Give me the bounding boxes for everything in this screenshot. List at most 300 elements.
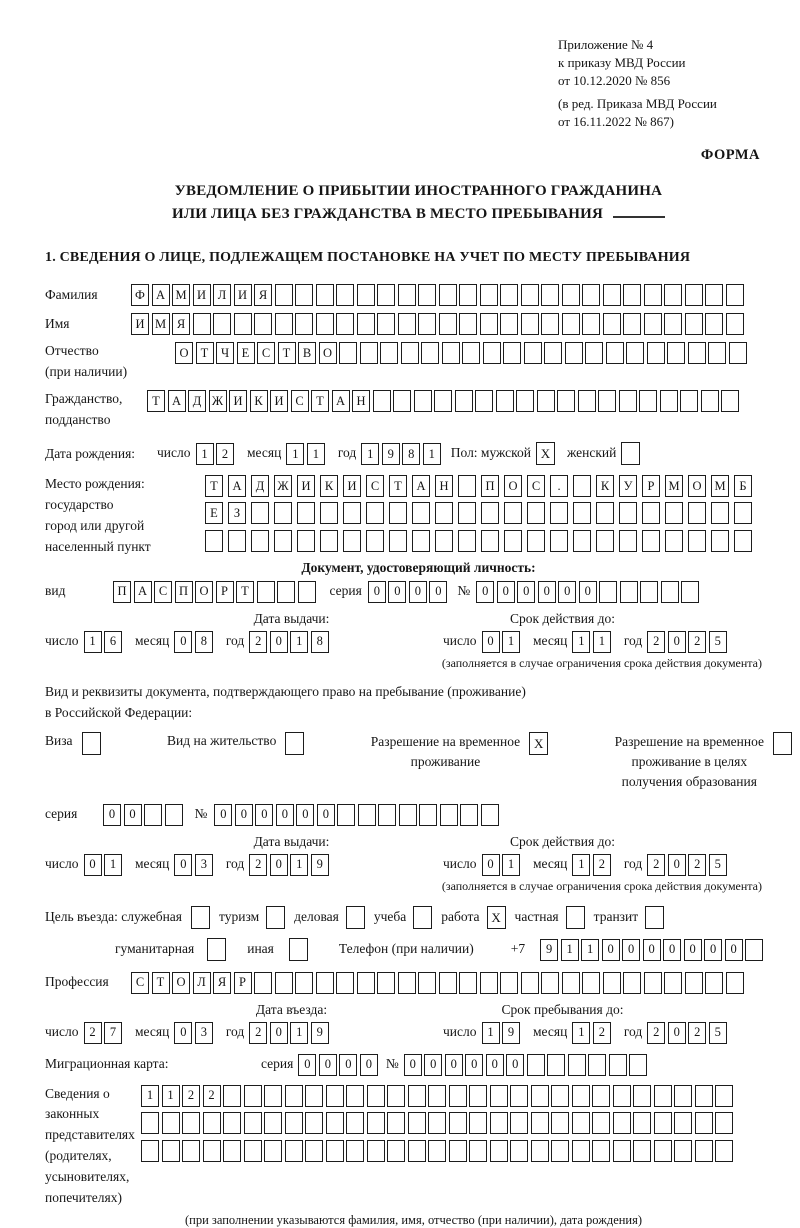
char-cell[interactable]: 0	[270, 854, 288, 876]
char-cell[interactable]	[182, 1112, 200, 1134]
char-cell[interactable]	[572, 1085, 590, 1107]
char-cell[interactable]	[326, 1085, 344, 1107]
char-cell[interactable]	[715, 1112, 733, 1134]
char-cell[interactable]: Т	[196, 342, 214, 364]
char-cell[interactable]	[521, 972, 539, 994]
char-cell[interactable]: 0	[270, 631, 288, 653]
char-cell[interactable]	[623, 972, 641, 994]
char-cell[interactable]	[721, 390, 739, 412]
char-cell[interactable]	[585, 342, 603, 364]
char-cell[interactable]: 1	[572, 854, 590, 876]
char-cell[interactable]	[661, 581, 679, 603]
char-cell[interactable]: М	[152, 313, 170, 335]
char-cell[interactable]: Р	[234, 972, 252, 994]
char-cell[interactable]	[674, 1085, 692, 1107]
char-cell[interactable]: 0	[476, 581, 494, 603]
char-cell[interactable]	[234, 313, 252, 335]
char-cell[interactable]	[572, 1140, 590, 1162]
char-cell[interactable]	[644, 972, 662, 994]
char-cell[interactable]	[439, 313, 457, 335]
char-cell[interactable]	[665, 530, 683, 552]
char-cell[interactable]	[531, 1085, 549, 1107]
char-cell[interactable]	[264, 1112, 282, 1134]
char-cell[interactable]	[592, 1140, 610, 1162]
char-cell[interactable]	[326, 1112, 344, 1134]
char-cell[interactable]	[642, 502, 660, 524]
char-cell[interactable]	[275, 313, 293, 335]
char-cell[interactable]: Д	[188, 390, 206, 412]
char-cell[interactable]	[460, 804, 478, 826]
char-cell[interactable]	[715, 1140, 733, 1162]
char-cell[interactable]	[285, 1140, 303, 1162]
char-cell[interactable]: О	[175, 342, 193, 364]
char-cell[interactable]: 1	[290, 1022, 308, 1044]
char-cell[interactable]	[316, 972, 334, 994]
char-cell[interactable]	[449, 1140, 467, 1162]
char-cell[interactable]: И	[131, 313, 149, 335]
char-cell[interactable]	[688, 502, 706, 524]
char-cell[interactable]: 1	[162, 1085, 180, 1107]
purpose-work-checkbox[interactable]: X	[487, 906, 506, 929]
char-cell[interactable]	[531, 1140, 549, 1162]
char-cell[interactable]: 0	[339, 1054, 357, 1076]
char-cell[interactable]	[603, 313, 621, 335]
char-cell[interactable]	[254, 972, 272, 994]
char-cell[interactable]: В	[298, 342, 316, 364]
char-cell[interactable]	[440, 804, 458, 826]
char-cell[interactable]	[490, 1140, 508, 1162]
char-cell[interactable]	[510, 1112, 528, 1134]
char-cell[interactable]	[462, 342, 480, 364]
char-cell[interactable]	[165, 804, 183, 826]
char-cell[interactable]	[504, 502, 522, 524]
char-cell[interactable]: Т	[311, 390, 329, 412]
char-cell[interactable]	[162, 1140, 180, 1162]
char-cell[interactable]	[254, 313, 272, 335]
char-cell[interactable]: А	[134, 581, 152, 603]
char-cell[interactable]	[524, 342, 542, 364]
char-cell[interactable]	[389, 502, 407, 524]
char-cell[interactable]	[203, 1140, 221, 1162]
char-cell[interactable]	[550, 530, 568, 552]
char-cell[interactable]	[711, 502, 729, 524]
visa-checkbox[interactable]	[82, 732, 101, 755]
char-cell[interactable]: Е	[237, 342, 255, 364]
char-cell[interactable]: А	[228, 475, 246, 497]
char-cell[interactable]	[745, 939, 763, 961]
char-cell[interactable]: 0	[684, 939, 702, 961]
char-cell[interactable]: 0	[174, 854, 192, 876]
char-cell[interactable]	[339, 342, 357, 364]
char-cell[interactable]	[734, 530, 752, 552]
char-cell[interactable]	[412, 502, 430, 524]
char-cell[interactable]	[705, 313, 723, 335]
char-cell[interactable]	[521, 284, 539, 306]
char-cell[interactable]	[603, 284, 621, 306]
char-cell[interactable]	[274, 530, 292, 552]
char-cell[interactable]: 0	[558, 581, 576, 603]
char-cell[interactable]	[213, 313, 231, 335]
char-cell[interactable]	[629, 1054, 647, 1076]
char-cell[interactable]	[541, 972, 559, 994]
char-cell[interactable]	[592, 1112, 610, 1134]
purpose-private-checkbox[interactable]	[566, 906, 585, 929]
char-cell[interactable]: 0	[409, 581, 427, 603]
char-cell[interactable]: 2	[688, 854, 706, 876]
char-cell[interactable]	[695, 1140, 713, 1162]
char-cell[interactable]	[418, 284, 436, 306]
char-cell[interactable]: М	[172, 284, 190, 306]
char-cell[interactable]	[346, 1112, 364, 1134]
char-cell[interactable]	[141, 1140, 159, 1162]
char-cell[interactable]: 2	[182, 1085, 200, 1107]
char-cell[interactable]	[596, 502, 614, 524]
char-cell[interactable]	[639, 390, 657, 412]
char-cell[interactable]	[435, 530, 453, 552]
char-cell[interactable]	[481, 530, 499, 552]
char-cell[interactable]: С	[257, 342, 275, 364]
char-cell[interactable]: Я	[254, 284, 272, 306]
char-cell[interactable]	[387, 1112, 405, 1134]
char-cell[interactable]: П	[481, 475, 499, 497]
char-cell[interactable]	[343, 502, 361, 524]
char-cell[interactable]	[244, 1112, 262, 1134]
char-cell[interactable]: О	[319, 342, 337, 364]
char-cell[interactable]	[619, 390, 637, 412]
char-cell[interactable]: Ж	[209, 390, 227, 412]
char-cell[interactable]: 8	[402, 443, 420, 465]
char-cell[interactable]: Т	[147, 390, 165, 412]
char-cell[interactable]: 1	[502, 854, 520, 876]
char-cell[interactable]: 0	[103, 804, 121, 826]
char-cell[interactable]	[380, 342, 398, 364]
char-cell[interactable]	[439, 972, 457, 994]
char-cell[interactable]	[459, 313, 477, 335]
char-cell[interactable]	[578, 390, 596, 412]
char-cell[interactable]: 0	[174, 1022, 192, 1044]
char-cell[interactable]: О	[688, 475, 706, 497]
char-cell[interactable]	[613, 1112, 631, 1134]
char-cell[interactable]	[503, 342, 521, 364]
char-cell[interactable]	[358, 804, 376, 826]
char-cell[interactable]: 0	[270, 1022, 288, 1044]
char-cell[interactable]	[162, 1112, 180, 1134]
char-cell[interactable]	[606, 342, 624, 364]
char-cell[interactable]	[688, 530, 706, 552]
char-cell[interactable]	[500, 972, 518, 994]
char-cell[interactable]	[550, 502, 568, 524]
char-cell[interactable]: С	[131, 972, 149, 994]
char-cell[interactable]: 0	[704, 939, 722, 961]
char-cell[interactable]: 0	[388, 581, 406, 603]
char-cell[interactable]: 0	[465, 1054, 483, 1076]
char-cell[interactable]	[367, 1085, 385, 1107]
char-cell[interactable]	[480, 972, 498, 994]
char-cell[interactable]	[357, 284, 375, 306]
char-cell[interactable]	[516, 390, 534, 412]
char-cell[interactable]	[701, 390, 719, 412]
char-cell[interactable]	[664, 313, 682, 335]
char-cell[interactable]	[387, 1085, 405, 1107]
char-cell[interactable]	[726, 972, 744, 994]
char-cell[interactable]	[654, 1112, 672, 1134]
char-cell[interactable]	[295, 972, 313, 994]
char-cell[interactable]	[475, 390, 493, 412]
char-cell[interactable]: 2	[647, 1022, 665, 1044]
char-cell[interactable]: Ч	[216, 342, 234, 364]
char-cell[interactable]	[620, 581, 638, 603]
char-cell[interactable]	[366, 502, 384, 524]
char-cell[interactable]: 2	[688, 1022, 706, 1044]
char-cell[interactable]: П	[113, 581, 131, 603]
char-cell[interactable]: 9	[311, 854, 329, 876]
char-cell[interactable]: 1	[84, 631, 102, 653]
char-cell[interactable]	[336, 972, 354, 994]
char-cell[interactable]	[367, 1140, 385, 1162]
char-cell[interactable]: Д	[251, 475, 269, 497]
char-cell[interactable]	[458, 502, 476, 524]
char-cell[interactable]: Р	[642, 475, 660, 497]
char-cell[interactable]: Н	[435, 475, 453, 497]
char-cell[interactable]	[251, 530, 269, 552]
char-cell[interactable]	[685, 972, 703, 994]
char-cell[interactable]: И	[234, 284, 252, 306]
char-cell[interactable]	[599, 581, 617, 603]
char-cell[interactable]	[480, 313, 498, 335]
char-cell[interactable]	[428, 1140, 446, 1162]
char-cell[interactable]: 0	[663, 939, 681, 961]
char-cell[interactable]	[665, 502, 683, 524]
char-cell[interactable]: С	[527, 475, 545, 497]
char-cell[interactable]: М	[711, 475, 729, 497]
char-cell[interactable]	[223, 1140, 241, 1162]
char-cell[interactable]: 9	[311, 1022, 329, 1044]
char-cell[interactable]: 0	[296, 804, 314, 826]
char-cell[interactable]	[343, 530, 361, 552]
char-cell[interactable]	[642, 530, 660, 552]
char-cell[interactable]	[428, 1112, 446, 1134]
char-cell[interactable]	[726, 313, 744, 335]
char-cell[interactable]	[483, 342, 501, 364]
char-cell[interactable]	[729, 342, 747, 364]
char-cell[interactable]: Т	[236, 581, 254, 603]
char-cell[interactable]: К	[596, 475, 614, 497]
char-cell[interactable]	[399, 804, 417, 826]
char-cell[interactable]	[640, 581, 658, 603]
char-cell[interactable]	[419, 804, 437, 826]
char-cell[interactable]	[734, 502, 752, 524]
char-cell[interactable]: И	[343, 475, 361, 497]
char-cell[interactable]: С	[291, 390, 309, 412]
char-cell[interactable]: Ф	[131, 284, 149, 306]
char-cell[interactable]	[435, 502, 453, 524]
char-cell[interactable]	[711, 530, 729, 552]
char-cell[interactable]	[582, 972, 600, 994]
char-cell[interactable]	[681, 581, 699, 603]
char-cell[interactable]	[377, 972, 395, 994]
char-cell[interactable]	[264, 1140, 282, 1162]
char-cell[interactable]	[695, 1112, 713, 1134]
char-cell[interactable]	[228, 530, 246, 552]
char-cell[interactable]: 1	[561, 939, 579, 961]
char-cell[interactable]: 2	[203, 1085, 221, 1107]
char-cell[interactable]	[537, 390, 555, 412]
char-cell[interactable]: К	[250, 390, 268, 412]
char-cell[interactable]: Л	[213, 284, 231, 306]
char-cell[interactable]	[531, 1112, 549, 1134]
char-cell[interactable]	[613, 1140, 631, 1162]
char-cell[interactable]	[387, 1140, 405, 1162]
char-cell[interactable]	[408, 1085, 426, 1107]
char-cell[interactable]	[346, 1140, 364, 1162]
char-cell[interactable]: 0	[319, 1054, 337, 1076]
char-cell[interactable]	[337, 804, 355, 826]
char-cell[interactable]	[401, 342, 419, 364]
char-cell[interactable]: 1	[572, 631, 590, 653]
char-cell[interactable]	[275, 284, 293, 306]
char-cell[interactable]	[373, 390, 391, 412]
char-cell[interactable]	[275, 972, 293, 994]
char-cell[interactable]	[565, 342, 583, 364]
purpose-business-checkbox[interactable]	[346, 906, 365, 929]
char-cell[interactable]	[708, 342, 726, 364]
char-cell[interactable]: 3	[195, 854, 213, 876]
char-cell[interactable]: Ж	[274, 475, 292, 497]
char-cell[interactable]	[297, 530, 315, 552]
char-cell[interactable]: 0	[317, 804, 335, 826]
char-cell[interactable]	[688, 342, 706, 364]
char-cell[interactable]	[442, 342, 460, 364]
char-cell[interactable]: 2	[593, 854, 611, 876]
char-cell[interactable]: 7	[104, 1022, 122, 1044]
char-cell[interactable]	[326, 1140, 344, 1162]
char-cell[interactable]: 1	[141, 1085, 159, 1107]
char-cell[interactable]: С	[154, 581, 172, 603]
char-cell[interactable]: И	[229, 390, 247, 412]
char-cell[interactable]	[377, 313, 395, 335]
char-cell[interactable]	[336, 284, 354, 306]
char-cell[interactable]	[305, 1112, 323, 1134]
char-cell[interactable]	[623, 284, 641, 306]
char-cell[interactable]: 0	[497, 581, 515, 603]
char-cell[interactable]	[654, 1085, 672, 1107]
char-cell[interactable]	[378, 804, 396, 826]
char-cell[interactable]	[644, 313, 662, 335]
char-cell[interactable]	[573, 502, 591, 524]
char-cell[interactable]: 9	[502, 1022, 520, 1044]
char-cell[interactable]: 0	[668, 854, 686, 876]
char-cell[interactable]: К	[320, 475, 338, 497]
char-cell[interactable]	[203, 1112, 221, 1134]
char-cell[interactable]: Я	[213, 972, 231, 994]
char-cell[interactable]: П	[175, 581, 193, 603]
char-cell[interactable]	[414, 390, 432, 412]
char-cell[interactable]	[647, 342, 665, 364]
char-cell[interactable]	[500, 284, 518, 306]
char-cell[interactable]	[633, 1112, 651, 1134]
char-cell[interactable]	[551, 1085, 569, 1107]
char-cell[interactable]: Л	[193, 972, 211, 994]
char-cell[interactable]: .	[550, 475, 568, 497]
char-cell[interactable]	[510, 1140, 528, 1162]
char-cell[interactable]	[421, 342, 439, 364]
char-cell[interactable]: Т	[152, 972, 170, 994]
char-cell[interactable]	[393, 390, 411, 412]
char-cell[interactable]: 2	[249, 631, 267, 653]
char-cell[interactable]: 0	[276, 804, 294, 826]
char-cell[interactable]: 0	[486, 1054, 504, 1076]
char-cell[interactable]	[568, 1054, 586, 1076]
char-cell[interactable]	[264, 1085, 282, 1107]
char-cell[interactable]: 0	[255, 804, 273, 826]
char-cell[interactable]: 0	[124, 804, 142, 826]
purpose-tourism-checkbox[interactable]	[266, 906, 285, 929]
char-cell[interactable]: 1	[290, 631, 308, 653]
char-cell[interactable]	[346, 1085, 364, 1107]
char-cell[interactable]: 2	[216, 443, 234, 465]
char-cell[interactable]: 0	[235, 804, 253, 826]
char-cell[interactable]: 0	[506, 1054, 524, 1076]
char-cell[interactable]: 1	[307, 443, 325, 465]
char-cell[interactable]	[715, 1085, 733, 1107]
char-cell[interactable]: 2	[249, 854, 267, 876]
char-cell[interactable]	[680, 390, 698, 412]
char-cell[interactable]	[654, 1140, 672, 1162]
char-cell[interactable]	[481, 502, 499, 524]
char-cell[interactable]: 0	[214, 804, 232, 826]
char-cell[interactable]	[551, 1112, 569, 1134]
char-cell[interactable]: 0	[429, 581, 447, 603]
char-cell[interactable]	[412, 530, 430, 552]
sex-female-checkbox[interactable]	[621, 442, 640, 465]
char-cell[interactable]: Р	[216, 581, 234, 603]
residence-permit-checkbox[interactable]	[285, 732, 304, 755]
char-cell[interactable]	[573, 475, 591, 497]
char-cell[interactable]	[547, 1054, 565, 1076]
char-cell[interactable]	[366, 530, 384, 552]
char-cell[interactable]: 8	[195, 631, 213, 653]
char-cell[interactable]	[295, 284, 313, 306]
char-cell[interactable]	[428, 1085, 446, 1107]
char-cell[interactable]: А	[168, 390, 186, 412]
char-cell[interactable]: И	[193, 284, 211, 306]
char-cell[interactable]: 0	[84, 854, 102, 876]
char-cell[interactable]: А	[152, 284, 170, 306]
char-cell[interactable]	[619, 502, 637, 524]
char-cell[interactable]	[295, 313, 313, 335]
char-cell[interactable]	[527, 1054, 545, 1076]
char-cell[interactable]	[660, 390, 678, 412]
char-cell[interactable]	[644, 284, 662, 306]
char-cell[interactable]	[633, 1085, 651, 1107]
char-cell[interactable]: 1	[482, 1022, 500, 1044]
char-cell[interactable]: 5	[709, 854, 727, 876]
char-cell[interactable]: У	[619, 475, 637, 497]
char-cell[interactable]	[298, 581, 316, 603]
char-cell[interactable]	[521, 313, 539, 335]
char-cell[interactable]: 0	[579, 581, 597, 603]
temp-residence-checkbox[interactable]: X	[529, 732, 548, 755]
temp-residence-edu-checkbox[interactable]	[773, 732, 792, 755]
char-cell[interactable]: 0	[668, 631, 686, 653]
char-cell[interactable]	[418, 313, 436, 335]
char-cell[interactable]	[449, 1112, 467, 1134]
char-cell[interactable]	[244, 1085, 262, 1107]
char-cell[interactable]: А	[412, 475, 430, 497]
char-cell[interactable]	[603, 972, 621, 994]
char-cell[interactable]	[609, 1054, 627, 1076]
char-cell[interactable]	[357, 972, 375, 994]
